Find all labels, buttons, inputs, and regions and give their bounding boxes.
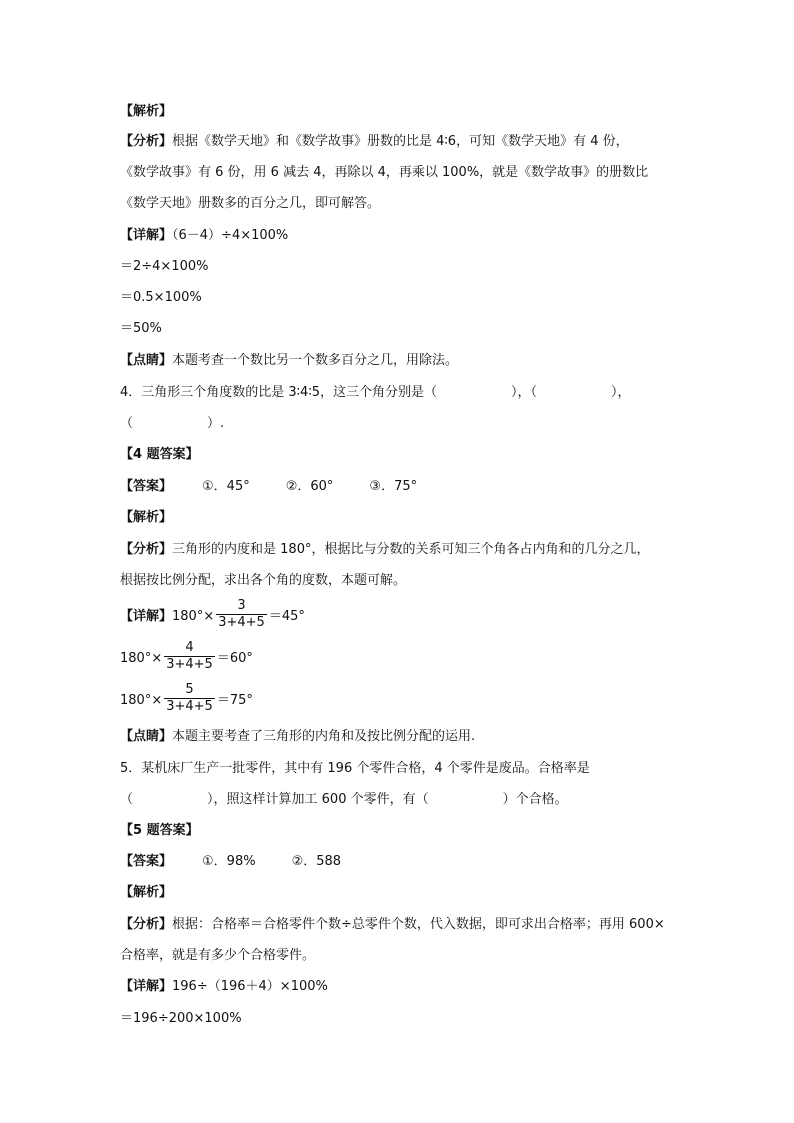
solution-tag: 【详解】 bbox=[120, 979, 173, 994]
answer-item: ②．588 bbox=[291, 854, 342, 869]
solution-line bbox=[120, 642, 253, 675]
comment-text: 本题考查一个数比另一个数多百分之几，用除法。 bbox=[172, 353, 459, 368]
analysis-text: 三角形的内度和是 180°，根据比与分数的关系可知三个角各占内角和的几分之几， bbox=[172, 542, 650, 557]
analysis-tag: 【分析】 bbox=[120, 917, 173, 932]
answer-header: 【5 题答案】 bbox=[120, 823, 199, 838]
question-5-text: ），照这样计算加工 600 个零件，有（ bbox=[207, 792, 429, 807]
solution-step: ＝2÷4×100% bbox=[120, 259, 209, 274]
comment-tag: 【点睛】 bbox=[120, 729, 173, 744]
fraction bbox=[216, 598, 267, 631]
analysis-paragraph bbox=[120, 540, 649, 560]
question-4-line-2 bbox=[120, 414, 224, 434]
analysis-paragraph bbox=[120, 915, 665, 935]
answer-header: 【4 题答案】 bbox=[120, 447, 199, 462]
calc-result: ＝75° bbox=[216, 693, 253, 708]
solution-step: 196÷（196＋4）×100% bbox=[172, 979, 328, 994]
fraction-denominator: 3+4+5 bbox=[218, 615, 265, 630]
analysis-text-line: 根据按比例分配，求出各个角的度数，本题可解。 bbox=[120, 573, 407, 588]
calc-prefix: 180°× bbox=[172, 609, 215, 624]
solution-tag: 【详解】 bbox=[120, 609, 173, 624]
comment-text: 本题主要考查了三角形的内角和及按比例分配的运用. bbox=[172, 729, 476, 744]
solution-line bbox=[120, 977, 328, 997]
answer-tag: 【答案】 bbox=[120, 854, 173, 869]
answer-item: ③．75° bbox=[369, 479, 418, 494]
question-5-bracket: （ bbox=[120, 792, 134, 807]
analysis-text: 根据：合格率＝合格零件个数÷总零件个数，代入数据，即可求出合格率；再用 600× bbox=[172, 917, 665, 932]
comment-tag: 【点睛】 bbox=[120, 353, 173, 368]
solution-tag: 【详解】 bbox=[120, 228, 173, 243]
question-5-text: ）个合格。 bbox=[502, 792, 568, 807]
solution-line bbox=[120, 684, 253, 717]
question-4-bracket: （ bbox=[120, 416, 134, 431]
solution-line bbox=[120, 226, 288, 246]
question-4-separator: ），（ bbox=[510, 385, 537, 400]
answer-line bbox=[120, 852, 341, 872]
analysis-paragraph bbox=[120, 132, 629, 152]
comment-line bbox=[120, 351, 458, 371]
question-5-line-2 bbox=[120, 790, 568, 810]
answer-item: ②．60° bbox=[285, 479, 334, 494]
solution-step: ＝196÷200×100% bbox=[120, 1011, 242, 1026]
question-4-text: 4．三角形三个角度数的比是 3∶4∶5，这三个角分别是（ bbox=[120, 385, 437, 400]
analysis-header: 【解析】 bbox=[120, 510, 173, 525]
analysis-tag: 【分析】 bbox=[120, 134, 173, 149]
solution-step: （6－4）÷4×100% bbox=[172, 228, 289, 243]
analysis-text-line: 《数学故事》有 6 份，用 6 减去 4，再除以 4，再乘以 100%，就是《数学故事》的册数比 bbox=[120, 165, 649, 180]
answer-item: ①．98% bbox=[202, 854, 256, 869]
analysis-text-line: 《数学天地》册数多的百分之几，即可解答。 bbox=[120, 196, 381, 211]
question-5: 5．某机床厂生产一批零件，其中有 196 个零件合格，4 个零件是废品。合格率是 bbox=[120, 761, 590, 776]
answer-line bbox=[120, 477, 417, 497]
question-4 bbox=[120, 383, 631, 403]
calc-prefix: 180°× bbox=[120, 651, 163, 666]
answer-item: ①．45° bbox=[202, 479, 250, 494]
fraction-denominator: 3+4+5 bbox=[166, 657, 213, 672]
fraction bbox=[164, 640, 215, 673]
calc-result: ＝60° bbox=[216, 651, 253, 666]
answer-tag: 【答案】 bbox=[120, 479, 173, 494]
fraction-numerator: 5 bbox=[185, 682, 194, 697]
question-4-separator: ）， bbox=[611, 385, 631, 400]
fraction bbox=[164, 682, 215, 715]
analysis-text-line: 合格率，就是有多少个合格零件。 bbox=[120, 948, 316, 963]
analysis-text: 根据《数学天地》和《数学故事》册数的比是 4∶6，可知《数学天地》有 4 份， bbox=[172, 134, 629, 149]
solution-step: ＝50% bbox=[120, 321, 162, 336]
analysis-header: 【解析】 bbox=[120, 885, 173, 900]
analysis-header: 【解析】 bbox=[120, 104, 173, 119]
calc-prefix: 180°× bbox=[120, 693, 163, 708]
solution-line bbox=[120, 600, 305, 633]
calc-result: ＝45° bbox=[268, 609, 305, 624]
solution-step: ＝0.5×100% bbox=[120, 290, 202, 305]
fraction-numerator: 3 bbox=[237, 598, 246, 613]
fraction-denominator: 3+4+5 bbox=[166, 699, 213, 714]
fraction-numerator: 4 bbox=[185, 640, 194, 655]
comment-line bbox=[120, 727, 475, 747]
analysis-tag: 【分析】 bbox=[120, 542, 173, 557]
question-4-bracket: ）. bbox=[207, 416, 225, 431]
